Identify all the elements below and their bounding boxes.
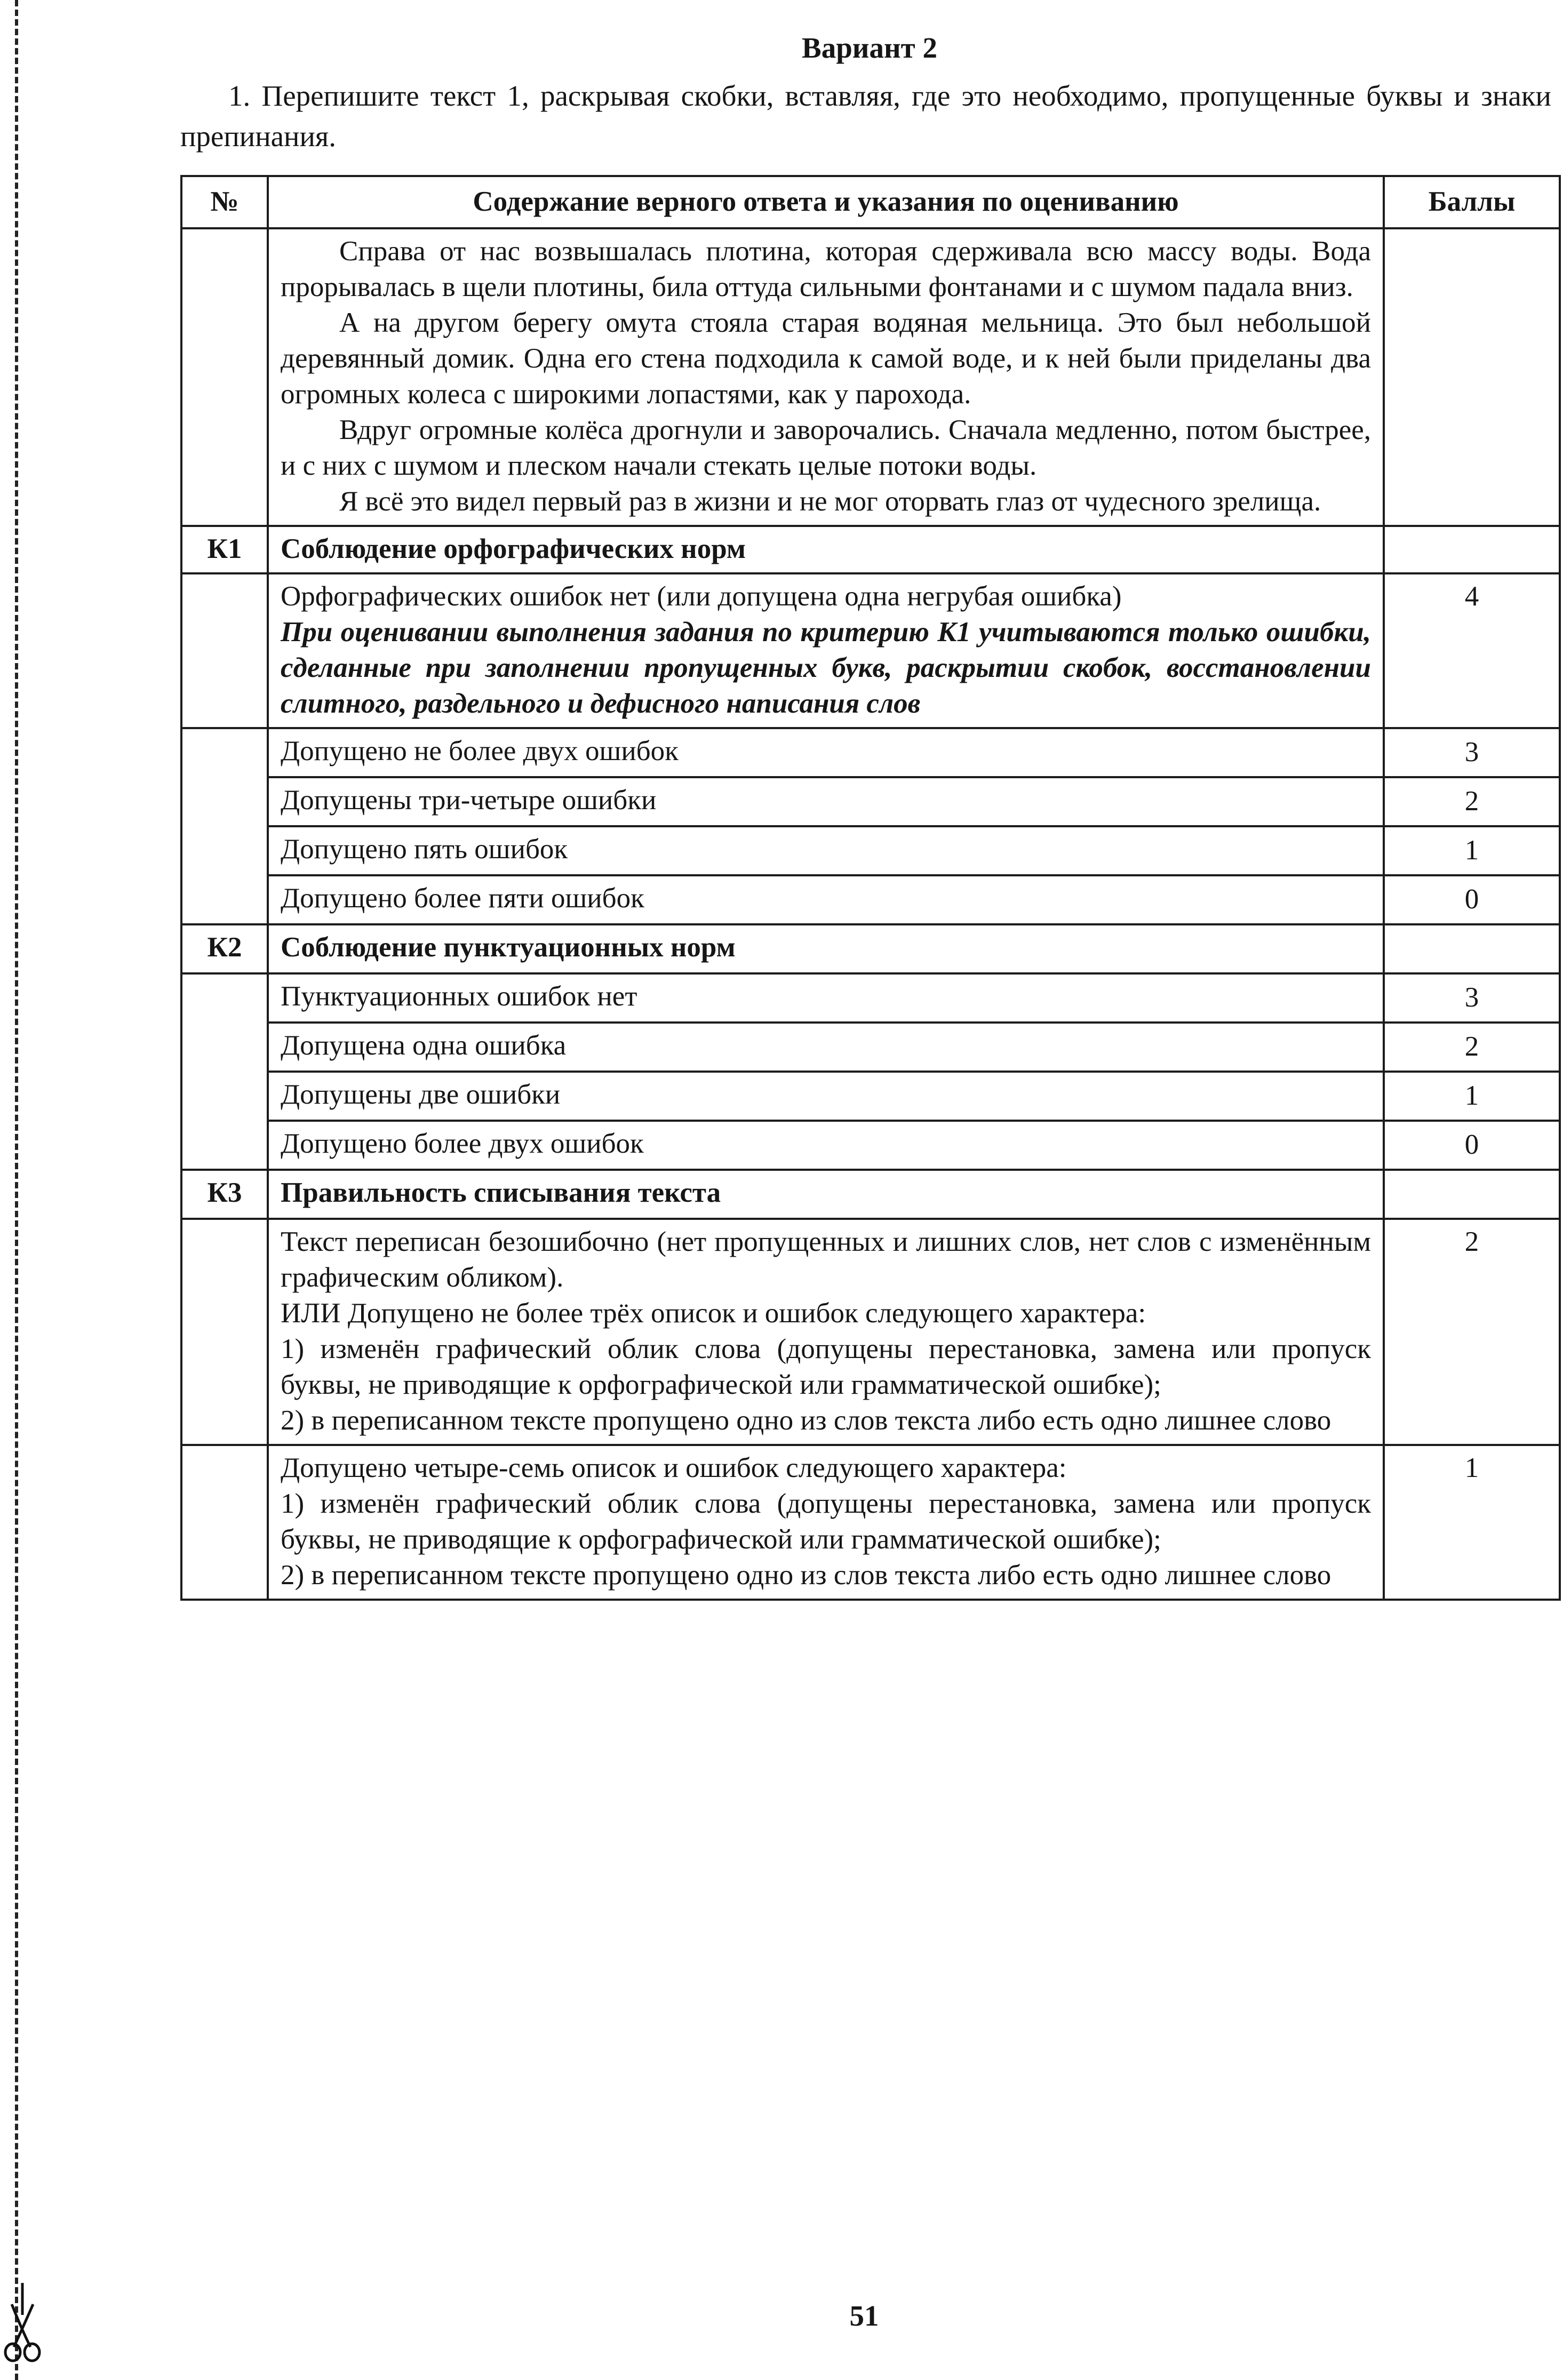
- criterion-option: Допущены три-четыре ошибки: [268, 777, 1384, 826]
- table-row: [181, 826, 1560, 875]
- grading-table: [180, 175, 1561, 1601]
- table-row: [181, 875, 1560, 924]
- points-cell: 1: [1384, 826, 1560, 875]
- empty-cell: [1384, 924, 1560, 973]
- text-paragraph: Я всё это видел первый раз в жизни и не мог оторвать глаз от чудесного зрелища.: [339, 486, 1321, 517]
- k3-block1-cell: [268, 1219, 1384, 1445]
- empty-cell: [181, 728, 268, 924]
- points-cell: 0: [1384, 875, 1560, 924]
- criterion-option: Пунктуационных ошибок нет: [268, 973, 1384, 1023]
- empty-cell: [1384, 228, 1560, 526]
- points-cell: 0: [1384, 1121, 1560, 1170]
- header-content: Содержание верного ответа и указания по оцениванию: [268, 176, 1384, 228]
- empty-cell: [181, 973, 268, 1170]
- points-cell: 1: [1384, 1445, 1560, 1600]
- criterion-k2-row: [181, 924, 1560, 973]
- criterion-code: К2: [181, 924, 268, 973]
- table-row: [181, 1072, 1560, 1121]
- text-paragraph: Вдруг огромные колёса дрогнули и заворочались. Сначала медленно, потом быстрее, и с них с шумом и плеском начали стекать целые потоки воды.: [281, 414, 1371, 481]
- task-instruction: 1. Перепишите текст 1, раскрывая скобки, вставляя, где это необходимо, пропущенные буквы и знаки препинания.: [180, 79, 1551, 153]
- points-cell: 4: [1384, 573, 1560, 728]
- cut-line: [15, 0, 18, 2380]
- criterion-option: Допущены две ошибки: [268, 1072, 1384, 1121]
- table-row: [181, 973, 1560, 1023]
- k3-line: 2) в переписанном тексте пропущено одно из слов текста либо есть одно лишнее слово: [281, 1405, 1331, 1436]
- k1-main-text: Орфографических ошибок нет (или допущена одна негрубая ошибка): [281, 581, 1122, 612]
- table-row: [181, 1121, 1560, 1170]
- points-cell: 2: [1384, 777, 1560, 826]
- text-paragraph: Справа от нас возвышалась плотина, которая сдерживала всю массу воды. Вода прорывалась в щели плотины, била оттуда сильными фонтанами и с шумом падала вниз.: [281, 236, 1371, 302]
- empty-cell: [181, 228, 268, 526]
- criterion-title: Правильность списывания текста: [268, 1170, 1384, 1219]
- criterion-title: Соблюдение пунктуационных норм: [268, 924, 1384, 973]
- criterion-option: Допущено не более двух ошибок: [268, 728, 1384, 777]
- points-cell: 2: [1384, 1219, 1560, 1445]
- points-cell: 3: [1384, 973, 1560, 1023]
- criterion-option: Допущена одна ошибка: [268, 1023, 1384, 1072]
- criterion-code: К1: [181, 526, 268, 573]
- k3-line: 2) в переписанном тексте пропущено одно из слов текста либо есть одно лишнее слово: [281, 1560, 1331, 1591]
- empty-cell: [1384, 526, 1560, 573]
- criterion-option: Допущено более пяти ошибок: [268, 875, 1384, 924]
- k1-main-row: [181, 573, 1560, 728]
- table-row: [181, 1023, 1560, 1072]
- criterion-option: Допущено более двух ошибок: [268, 1121, 1384, 1170]
- table-header-row: [181, 176, 1560, 228]
- page-number: 51: [849, 2299, 879, 2332]
- criterion-title: Соблюдение орфографических норм: [268, 526, 1384, 573]
- criterion-k1-row: [181, 526, 1560, 573]
- k3-block2-row: [181, 1445, 1560, 1600]
- answer-text-row: [181, 228, 1560, 526]
- empty-cell: [181, 1445, 268, 1600]
- k3-line: Допущено четыре-семь описок и ошибок следующего характера:: [281, 1452, 1067, 1483]
- k3-line: Текст переписан безошибочно (нет пропущенных и лишних слов, нет слов с изменённым графическим обликом).: [281, 1226, 1371, 1293]
- header-points: Баллы: [1384, 176, 1560, 228]
- points-cell: 2: [1384, 1023, 1560, 1072]
- points-cell: 3: [1384, 728, 1560, 777]
- empty-cell: [181, 573, 268, 728]
- table-row: [181, 777, 1560, 826]
- answer-text: [268, 228, 1384, 526]
- header-num: №: [181, 176, 268, 228]
- k3-line: ИЛИ Допущено не более трёх описок и ошибок следующего характера:: [281, 1298, 1146, 1329]
- criterion-code: К3: [181, 1170, 268, 1219]
- k1-note: При оценивании выполнения задания по критерию К1 учитываются только ошибки, сделанные при заполнении пропущенных букв, раскрытии скобок, восстановлении слитного, раздельного и дефисного написания слов: [281, 617, 1371, 719]
- text-paragraph: А на другом берегу омута стояла старая водяная мельница. Это был небольшой деревянный домик. Одна его стена подходила к самой воде, и к ней были приделаны два огромных колеса с широкими лопастями, как у парохода.: [281, 307, 1371, 410]
- k1-main-cell: [268, 573, 1384, 728]
- criterion-option: Допущено пять ошибок: [268, 826, 1384, 875]
- k3-line: 1) изменён графический облик слова (допущены перестановка, замена или пропуск буквы, не приводящие к орфографической или грамматической ошибке);: [281, 1488, 1371, 1555]
- criterion-k3-row: [181, 1170, 1560, 1219]
- empty-cell: [1384, 1170, 1560, 1219]
- k3-block1-row: [181, 1219, 1560, 1445]
- variant-title: Вариант 2: [802, 31, 937, 64]
- table-row: [181, 728, 1560, 777]
- k3-line: 1) изменён графический облик слова (допущены перестановка, замена или пропуск буквы, не приводящие к орфографической или грамматической ошибке);: [281, 1333, 1371, 1400]
- k3-block2-cell: [268, 1445, 1384, 1600]
- points-cell: 1: [1384, 1072, 1560, 1121]
- empty-cell: [181, 1219, 268, 1445]
